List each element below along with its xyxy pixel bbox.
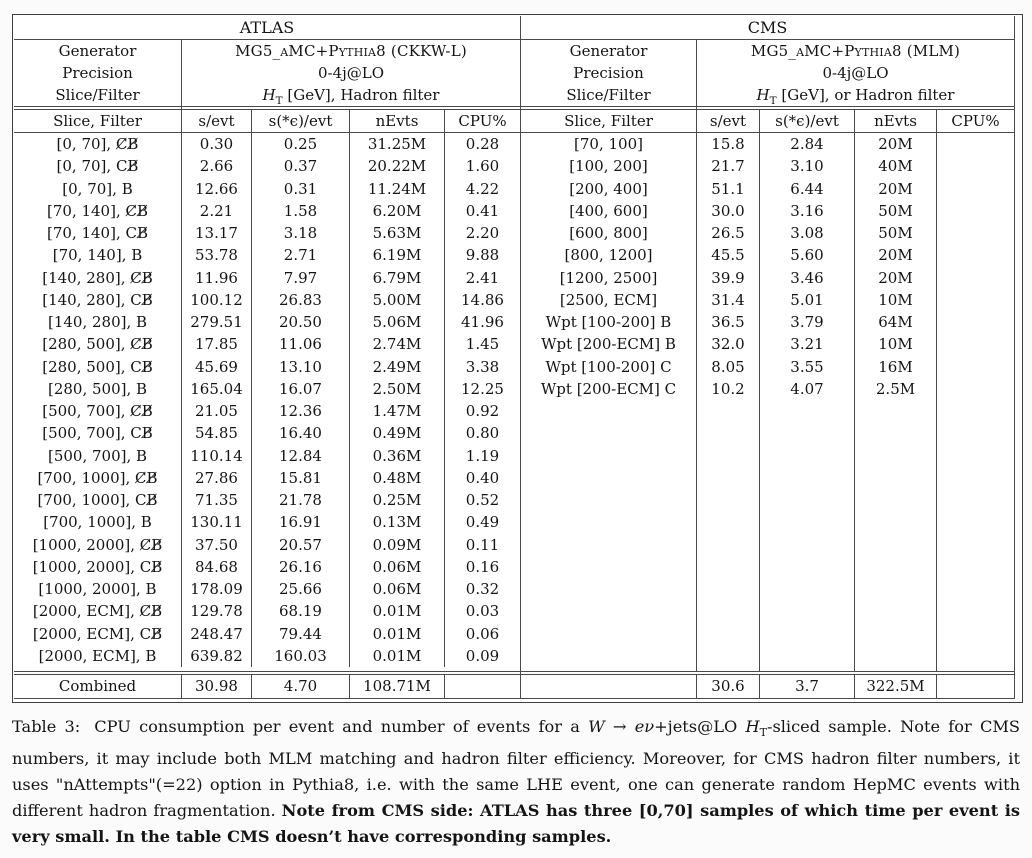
cell-s-eps-per-evt: 3.08 [760, 222, 855, 244]
column-header-s-eps-per-evt: s(*ϵ)/evt [252, 110, 350, 132]
cell-cpu-pct: 14.86 [461, 290, 504, 309]
cell-s-per-evt: 11.96 [182, 267, 252, 289]
generator-value: MG5_aMC+Pythia8 (MLM) [750, 42, 961, 60]
cell-slice-filter: [140, 280], C̸B̸ [14, 267, 182, 289]
atlas-precision-row [14, 62, 520, 84]
math-w: W [588, 717, 605, 736]
cell-nevts: 1.47M [350, 400, 445, 422]
slice-filter-value-text: [GeV], or Hadron filter [776, 86, 955, 104]
cell-s-per-evt: 129.78 [182, 600, 252, 622]
math-arrow: → [604, 717, 635, 736]
cell-slice-filter: [140, 280], B [14, 311, 182, 333]
cell-s-eps-per-evt: 1.58 [252, 200, 350, 222]
cell-s-per-evt: 21.7 [697, 155, 760, 177]
cell-slice-filter: [2000, ECM], C̸B̸ [14, 600, 182, 622]
cell-s-per-evt: 0.30 [182, 133, 252, 155]
cell-nevts: 6.20M [350, 200, 445, 222]
cell-nevts: 20M [855, 267, 937, 289]
cms-generator-row [521, 40, 1014, 62]
table-row [521, 133, 1014, 155]
combined-s-per-evt: 30.98 [182, 675, 252, 698]
math-h: H [262, 86, 276, 104]
combined-s-per-evt: 30.6 [697, 675, 760, 698]
table-row [521, 333, 1014, 355]
atlas-data-area [14, 133, 520, 671]
cell-nevts: 40M [855, 155, 937, 177]
math-ht-sub: T [759, 726, 767, 740]
caption-text-3: -sliced sample. Note for CMS numbers, it may include both MLM matching and hadron filter efficiency. Moreover, for CMS hadron filter numbers, it uses "nAttempts"(=22) option in Pythia8, i.e. with the same LHE event, one can generate random HepMC events with different hadron fragmentation. [12, 717, 1020, 821]
column-header-cpu-pct: CPU% [951, 112, 1000, 130]
cell-cpu-pct [937, 311, 1014, 333]
combined-cpu-pct [445, 675, 520, 698]
math-h-sub: T [275, 95, 283, 107]
generator-label: Generator [521, 40, 697, 62]
math-ht: H [745, 717, 760, 736]
atlas-title: ATLAS [14, 16, 520, 40]
cell-nevts: 10M [855, 289, 937, 311]
cell-nevts: 20M [855, 133, 937, 155]
cell-slice-filter: [100, 200] [521, 155, 697, 177]
table-row [14, 289, 520, 311]
cell-cpu-pct: 1.45 [465, 335, 500, 354]
caption-bold-note: Note from CMS side: ATLAS has three [0,70] samples of which time per event is very small. In the table CMS doesn’t have corresponding samples. [12, 801, 1020, 847]
combined-label [521, 675, 697, 698]
cell-slice-filter: [2000, ECM], B [14, 645, 182, 667]
cell-s-eps-per-evt: 3.16 [760, 200, 855, 222]
cell-slice-filter: [700, 1000], C̸B̸ [14, 467, 182, 489]
cms-column-headers [521, 110, 1014, 133]
combined-nevts: 322.5M [855, 675, 937, 698]
cell-nevts: 5.00M [350, 289, 445, 311]
cell-cpu-pct [937, 378, 1014, 400]
cell-cpu-pct: 3.38 [465, 357, 500, 376]
cell-slice-filter: [0, 70], CB̸ [14, 155, 182, 177]
cell-cpu-pct [937, 133, 1014, 155]
cell-slice-filter: [1000, 2000], C̸B̸ [14, 534, 182, 556]
cell-cpu-pct [937, 244, 1014, 266]
cell-s-eps-per-evt: 25.66 [252, 578, 350, 600]
cell-s-eps-per-evt: 68.19 [252, 600, 350, 622]
column-header-nevts: nEvts [855, 110, 937, 132]
cell-nevts: 0.49M [350, 422, 445, 444]
cell-s-eps-per-evt: 4.07 [760, 378, 855, 400]
cell-nevts: 10M [855, 333, 937, 355]
cell-s-eps-per-evt: 16.07 [252, 378, 350, 400]
cell-slice-filter: [1000, 2000], B [14, 578, 182, 600]
cell-cpu-pct: 0.03 [465, 602, 500, 621]
table-row [14, 356, 520, 378]
atlas-slice-filter-row [14, 84, 520, 106]
cell-s-per-evt: 130.11 [182, 511, 252, 533]
cell-nevts: 0.01M [350, 645, 445, 667]
atlas-combined-row [14, 675, 520, 699]
cell-s-per-evt: 21.05 [182, 400, 252, 422]
cell-nevts: 2.49M [350, 356, 445, 378]
cell-s-per-evt: 30.0 [697, 200, 760, 222]
cell-nevts: 0.01M [350, 600, 445, 622]
table-row [14, 445, 520, 467]
cell-s-per-evt: 32.0 [697, 333, 760, 355]
math-enu: eν [634, 717, 655, 736]
cell-slice-filter: [500, 700], C̸B̸ [14, 400, 182, 422]
table-row [14, 489, 520, 511]
cell-s-eps-per-evt: 26.83 [252, 289, 350, 311]
table-row [14, 556, 520, 578]
cell-s-per-evt: 10.2 [697, 378, 760, 400]
cell-slice-filter: [70, 140], B [14, 244, 182, 266]
cell-s-per-evt: 37.50 [182, 534, 252, 556]
cell-cpu-pct: 1.19 [465, 446, 500, 465]
cell-slice-filter: [700, 1000], B [14, 511, 182, 533]
math-h: H [756, 86, 770, 104]
precision-label: Precision [14, 62, 182, 84]
cell-cpu-pct [937, 356, 1014, 378]
cell-s-per-evt: 8.05 [697, 356, 760, 378]
cell-cpu-pct: 12.25 [461, 379, 504, 398]
table-row [14, 311, 520, 333]
cell-slice-filter: [500, 700], B [14, 445, 182, 467]
slice-filter-label: Slice/Filter [14, 84, 182, 112]
combined-cpu-pct [937, 675, 1014, 698]
column-header-s-per-evt: s/evt [697, 110, 760, 132]
cell-slice-filter: [400, 600] [521, 200, 697, 222]
combined-label: Combined [14, 675, 182, 698]
table-row [521, 356, 1014, 378]
cell-nevts: 50M [855, 222, 937, 244]
cell-s-per-evt: 2.21 [182, 200, 252, 222]
cell-cpu-pct: 41.96 [461, 313, 504, 331]
cell-cpu-pct [937, 289, 1014, 311]
slice-filter-value-text: [GeV], Hadron filter [282, 86, 440, 104]
cell-s-eps-per-evt: 12.84 [252, 445, 350, 467]
cell-cpu-pct: 0.49 [465, 513, 500, 532]
table-row [521, 178, 1014, 200]
cell-s-eps-per-evt: 5.60 [760, 244, 855, 266]
cell-nevts: 31.25M [350, 133, 445, 155]
cell-nevts: 20M [855, 244, 937, 266]
caption-text-2: +jets@LO [654, 717, 746, 736]
cell-s-per-evt: 100.12 [182, 289, 252, 311]
cell-s-per-evt: 51.1 [697, 178, 760, 200]
combined-s-eps-per-evt: 4.70 [252, 675, 350, 698]
cell-cpu-pct [937, 267, 1014, 289]
table-row [14, 600, 520, 622]
combined-s-eps-per-evt: 3.7 [760, 675, 855, 698]
cell-nevts: 20.22M [350, 155, 445, 177]
cell-nevts: 16M [855, 356, 937, 378]
cell-nevts: 6.79M [350, 267, 445, 289]
cell-cpu-pct: 0.92 [465, 402, 500, 420]
cms-data-area [521, 133, 1014, 671]
cell-nevts: 11.24M [350, 178, 445, 200]
cell-nevts: 0.01M [350, 623, 445, 645]
atlas-rows [14, 133, 520, 667]
precision-label: Precision [521, 62, 697, 84]
cell-s-per-evt: 71.35 [182, 489, 252, 511]
cell-cpu-pct: 0.06 [465, 624, 500, 643]
atlas-meta-block [14, 40, 520, 106]
cell-nevts: 6.19M [350, 244, 445, 266]
cell-s-per-evt: 13.17 [182, 222, 252, 244]
cell-s-eps-per-evt: 11.06 [252, 333, 350, 355]
cell-cpu-pct [937, 333, 1014, 355]
cell-slice-filter: [500, 700], CB̸ [14, 422, 182, 444]
table-row [14, 133, 520, 155]
column-header-cpu-pct: CPU% [458, 112, 507, 130]
caption-text-1: CPU consumption per event and number of events for a [94, 717, 589, 736]
cell-cpu-pct: 9.88 [465, 246, 500, 265]
cell-slice-filter: [0, 70], B [14, 178, 182, 200]
cell-slice-filter: [280, 500], CB̸ [14, 356, 182, 378]
precision-value: 0-4j@LO [822, 64, 889, 82]
cell-s-eps-per-evt: 3.21 [760, 333, 855, 355]
cell-s-per-evt: 12.66 [182, 178, 252, 200]
table-row [521, 311, 1014, 333]
cell-nevts: 0.48M [350, 467, 445, 489]
table-row [14, 422, 520, 444]
cell-s-per-evt: 26.5 [697, 222, 760, 244]
column-header-s-per-evt: s/evt [182, 110, 252, 132]
cell-s-per-evt: 84.68 [182, 556, 252, 578]
cell-slice-filter: Wpt [100-200] C [521, 356, 697, 378]
table-row [521, 244, 1014, 266]
cell-slice-filter: [70, 140], C̸B̸ [14, 200, 182, 222]
table-row [521, 267, 1014, 289]
cms-combined-row [521, 675, 1014, 699]
cell-slice-filter: Wpt [100-200] B [521, 311, 697, 333]
cell-nevts: 64M [855, 311, 937, 333]
cms-meta-block [521, 40, 1014, 106]
cell-s-eps-per-evt: 16.40 [252, 422, 350, 444]
cell-s-per-evt: 165.04 [182, 378, 252, 400]
cell-s-eps-per-evt: 5.01 [760, 289, 855, 311]
column-header-s-eps-per-evt: s(*ϵ)/evt [760, 110, 855, 132]
table-row [14, 178, 520, 200]
table-row [14, 200, 520, 222]
cell-nevts: 0.36M [350, 445, 445, 467]
cell-cpu-pct: 2.20 [465, 224, 500, 242]
cell-cpu-pct: 1.60 [465, 157, 500, 176]
table-row [521, 289, 1014, 311]
cell-slice-filter: [600, 800] [521, 222, 697, 244]
cell-slice-filter: [2500, ECM] [521, 289, 697, 311]
table-row [14, 623, 520, 645]
column-header-slice-filter: Slice, Filter [14, 110, 182, 132]
slice-filter-label: Slice/Filter [521, 84, 697, 112]
cell-slice-filter: [70, 140], CB̸ [14, 222, 182, 244]
cell-cpu-pct: 4.22 [465, 179, 500, 198]
cell-cpu-pct: 0.32 [465, 580, 500, 598]
cpu-consumption-table [12, 14, 1023, 703]
cell-slice-filter: Wpt [200-ECM] C [521, 378, 697, 400]
cell-slice-filter: [1000, 2000], CB̸ [14, 556, 182, 578]
cell-cpu-pct: 0.28 [465, 135, 500, 153]
cell-slice-filter: [1200, 2500] [521, 267, 697, 289]
cms-rows [521, 133, 1014, 400]
cell-nevts: 2.5M [855, 378, 937, 400]
caption-label: Table 3: [12, 717, 81, 736]
cell-s-per-evt: 27.86 [182, 467, 252, 489]
cell-cpu-pct [937, 200, 1014, 222]
cell-cpu-pct: 0.41 [465, 201, 500, 220]
cell-s-per-evt: 15.8 [697, 133, 760, 155]
cell-cpu-pct [937, 178, 1014, 200]
cell-nevts: 2.74M [350, 333, 445, 355]
cell-s-eps-per-evt: 79.44 [252, 623, 350, 645]
table-row [14, 155, 520, 177]
column-header-slice-filter: Slice, Filter [521, 110, 697, 132]
cell-nevts: 0.09M [350, 534, 445, 556]
cell-nevts: 0.13M [350, 511, 445, 533]
cell-s-eps-per-evt: 0.25 [252, 133, 350, 155]
cell-slice-filter: Wpt [200-ECM] B [521, 333, 697, 355]
cell-slice-filter: [200, 400] [521, 178, 697, 200]
cell-s-per-evt: 53.78 [182, 244, 252, 266]
cell-s-eps-per-evt: 16.91 [252, 511, 350, 533]
cell-slice-filter: [280, 500], B [14, 378, 182, 400]
table-row [14, 467, 520, 489]
table-row [14, 267, 520, 289]
cell-s-per-evt: 279.51 [182, 311, 252, 333]
table-row [14, 645, 520, 667]
cell-slice-filter: [280, 500], C̸B̸ [14, 333, 182, 355]
math-h-sub: T [769, 95, 777, 107]
cell-s-eps-per-evt: 3.46 [760, 267, 855, 289]
atlas-generator-row [14, 40, 520, 62]
cell-slice-filter: [70, 100] [521, 133, 697, 155]
cell-s-eps-per-evt: 3.18 [252, 222, 350, 244]
cell-slice-filter: [700, 1000], CB̸ [14, 489, 182, 511]
cell-cpu-pct: 0.16 [465, 557, 500, 576]
cell-s-per-evt: 31.4 [697, 289, 760, 311]
cell-nevts: 50M [855, 200, 937, 222]
cms-precision-row [521, 62, 1014, 84]
cell-cpu-pct: 0.52 [465, 491, 500, 509]
atlas-column-headers [14, 110, 520, 133]
table-row [14, 333, 520, 355]
cell-s-eps-per-evt: 2.71 [252, 244, 350, 266]
cell-cpu-pct [937, 155, 1014, 177]
cell-s-per-evt: 36.5 [697, 311, 760, 333]
table-caption [12, 714, 1020, 850]
cell-s-eps-per-evt: 160.03 [252, 645, 350, 667]
cell-s-eps-per-evt: 7.97 [252, 267, 350, 289]
cell-s-eps-per-evt: 0.37 [252, 155, 350, 177]
cell-s-per-evt: 17.85 [182, 333, 252, 355]
cell-s-eps-per-evt: 3.79 [760, 311, 855, 333]
column-header-nevts: nEvts [350, 110, 445, 132]
table-row [521, 155, 1014, 177]
cell-s-per-evt: 639.82 [182, 645, 252, 667]
table-row [521, 378, 1014, 400]
generator-value: MG5_aMC+Pythia8 (CKKW-L) [235, 42, 467, 60]
cell-cpu-pct [937, 222, 1014, 244]
cell-cpu-pct: 0.80 [465, 424, 500, 443]
cell-s-eps-per-evt: 12.36 [252, 400, 350, 422]
precision-value: 0-4j@LO [317, 64, 385, 82]
cell-slice-filter: [140, 280], CB̸ [14, 289, 182, 311]
cell-cpu-pct: 0.11 [465, 535, 500, 554]
table-row [14, 511, 520, 533]
cms-slice-filter-row [521, 84, 1014, 106]
cell-s-eps-per-evt: 20.50 [252, 311, 350, 333]
cms-empty-region [521, 400, 1014, 671]
cell-s-eps-per-evt: 15.81 [252, 467, 350, 489]
cell-s-per-evt: 178.09 [182, 578, 252, 600]
table-row [14, 244, 520, 266]
table-row [14, 578, 520, 600]
cell-s-eps-per-evt: 20.57 [252, 534, 350, 556]
cell-nevts: 0.06M [350, 556, 445, 578]
cell-s-eps-per-evt: 2.84 [760, 133, 855, 155]
cell-s-per-evt: 45.5 [697, 244, 760, 266]
cell-s-per-evt: 248.47 [182, 623, 252, 645]
atlas-panel [14, 16, 521, 699]
cell-s-per-evt: 45.69 [182, 356, 252, 378]
cell-s-eps-per-evt: 3.10 [760, 155, 855, 177]
cell-nevts: 20M [855, 178, 937, 200]
table-row [521, 222, 1014, 244]
cell-s-eps-per-evt: 21.78 [252, 489, 350, 511]
cell-s-per-evt: 110.14 [182, 445, 252, 467]
table-row [14, 378, 520, 400]
generator-label: Generator [14, 40, 182, 62]
table-row [521, 200, 1014, 222]
cell-nevts: 2.50M [350, 378, 445, 400]
cell-slice-filter: [2000, ECM], CB̸ [14, 623, 182, 645]
cell-s-eps-per-evt: 3.55 [760, 356, 855, 378]
cell-nevts: 0.25M [350, 489, 445, 511]
table-row [14, 534, 520, 556]
cell-nevts: 5.63M [350, 222, 445, 244]
cell-slice-filter: [0, 70], C̸B̸ [14, 133, 182, 155]
cell-s-per-evt: 39.9 [697, 267, 760, 289]
cell-s-per-evt: 54.85 [182, 422, 252, 444]
cell-cpu-pct: 2.41 [465, 268, 500, 287]
cell-s-eps-per-evt: 26.16 [252, 556, 350, 578]
cell-nevts: 0.06M [350, 578, 445, 600]
cell-s-eps-per-evt: 0.31 [252, 178, 350, 200]
cell-s-per-evt: 2.66 [182, 155, 252, 177]
cell-s-eps-per-evt: 6.44 [760, 178, 855, 200]
table-row [14, 222, 520, 244]
cell-s-eps-per-evt: 13.10 [252, 356, 350, 378]
combined-nevts: 108.71M [350, 675, 445, 698]
cell-slice-filter: [800, 1200] [521, 244, 697, 266]
cell-cpu-pct: 0.40 [465, 468, 500, 487]
cell-cpu-pct: 0.09 [465, 646, 500, 665]
cms-title: CMS [521, 16, 1014, 40]
table-row [14, 400, 520, 422]
cms-panel [521, 16, 1015, 699]
cell-nevts: 5.06M [350, 311, 445, 333]
